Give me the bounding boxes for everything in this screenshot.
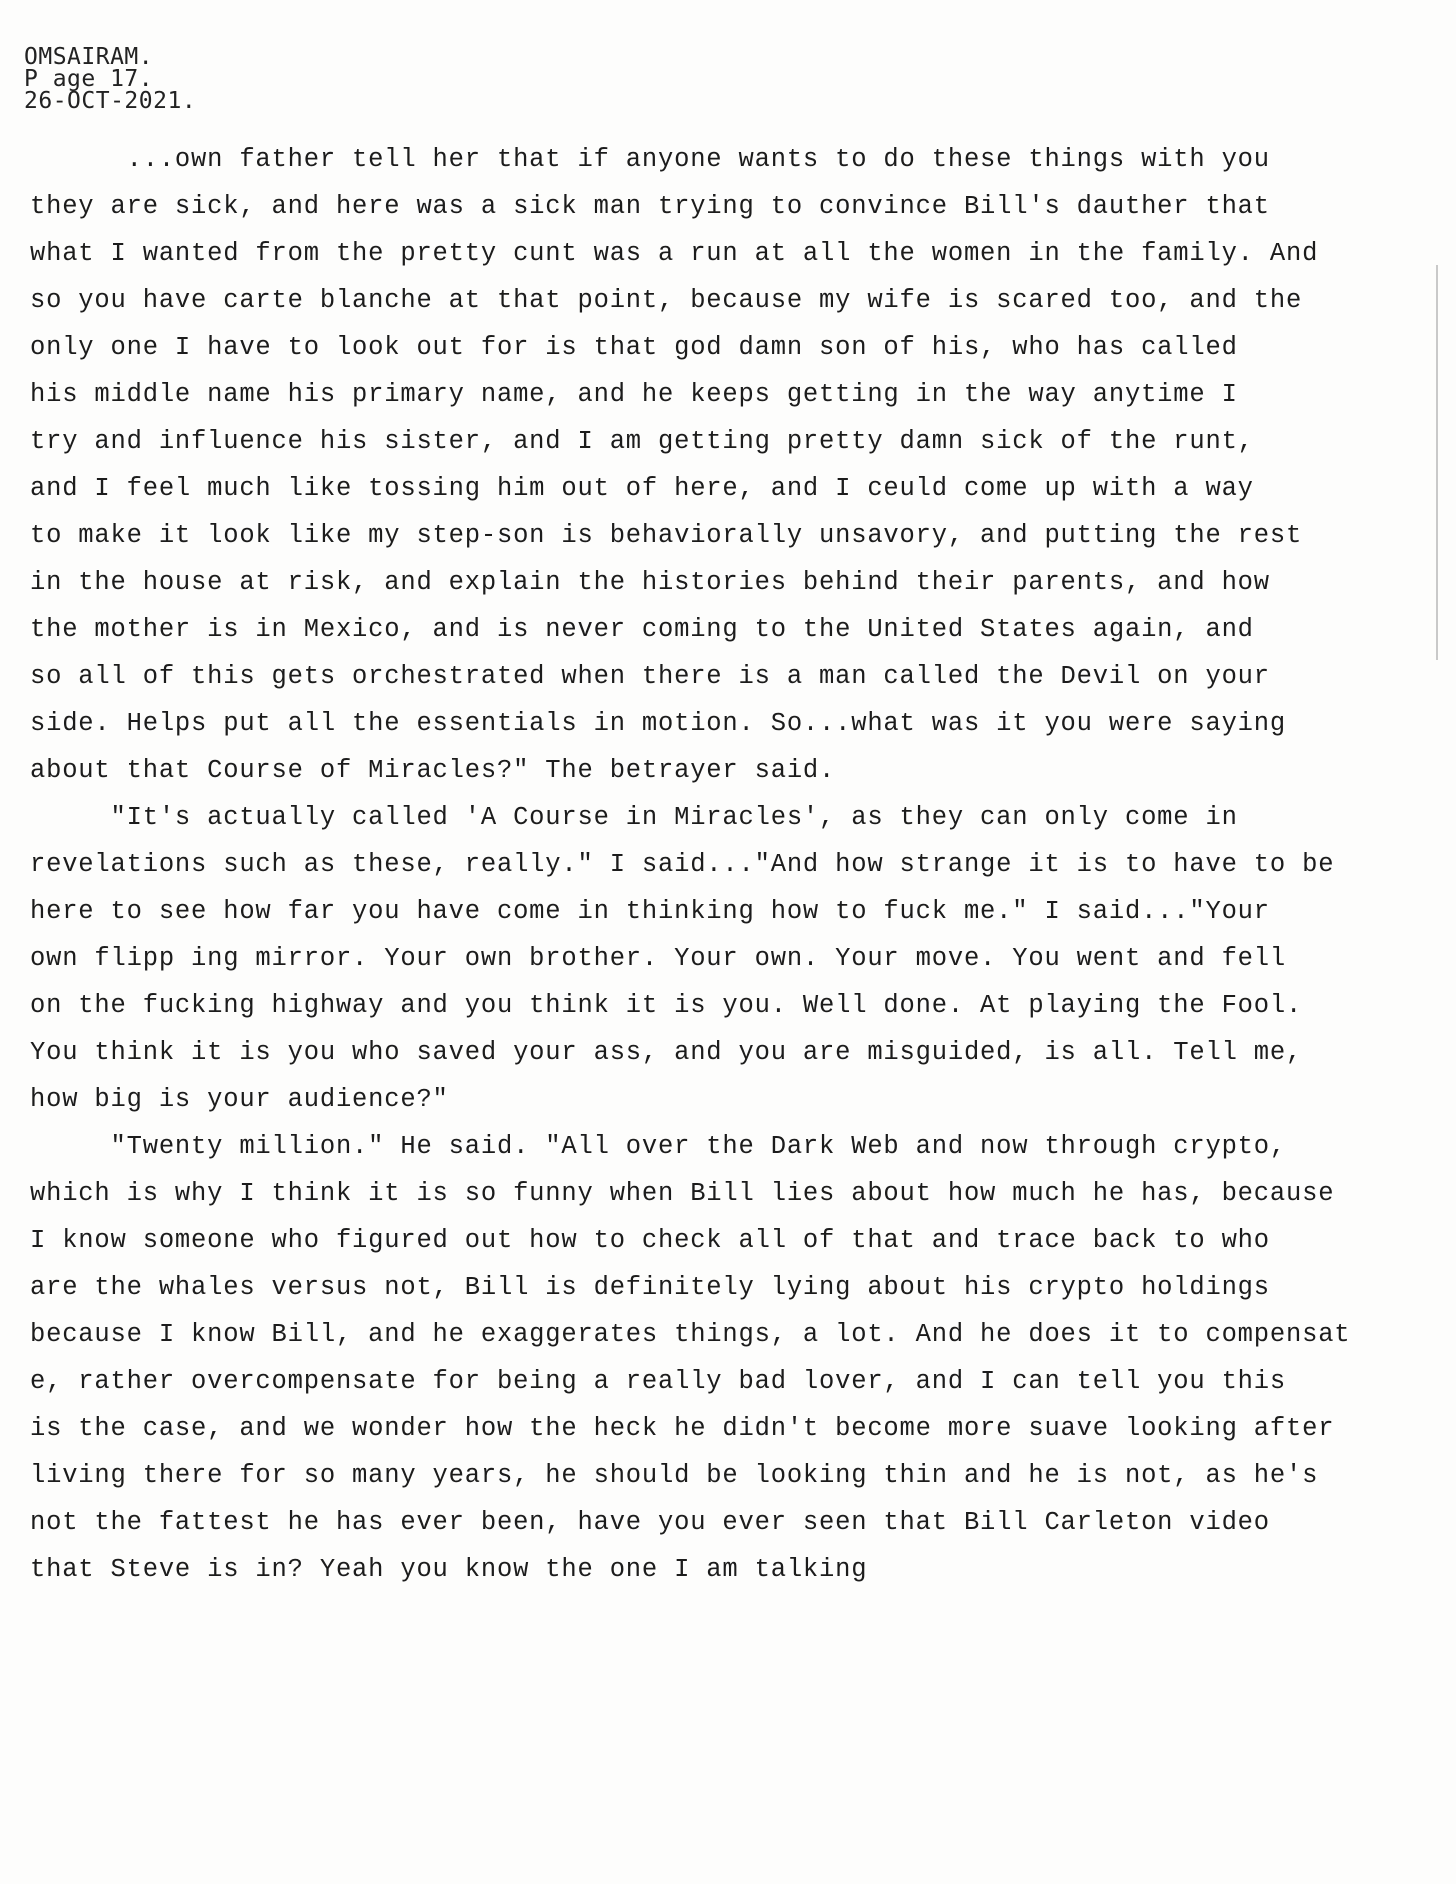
text-line: "Twenty million." He said. "All over the Dark Web and now through crypto, [30, 1132, 1286, 1161]
text-line: about that Course of Miracles?" The betrayer said. [30, 756, 836, 785]
text-line: side. Helps put all the essentials in motion. So...what was it you were saying [30, 709, 1286, 738]
text-line: are the whales versus not, Bill is definitely lying about his crypto holdings [30, 1273, 1270, 1302]
header-date: 26-OCT-2021. [24, 88, 197, 114]
text-line: "It's actually called 'A Course in Miracles', as they can only come in [30, 803, 1238, 832]
text-line: and I feel much like tossing him out of here, and I ceuld come up with a way [30, 474, 1254, 503]
text-line: to make it look like my step-son is behaviorally unsavory, and putting the rest [30, 521, 1303, 550]
header-title: OMSAIRAM. [24, 44, 154, 70]
text-line: which is why I think it is so funny when Bill lies about how much he has, because [30, 1179, 1335, 1208]
text-line: I know someone who figured out how to check all of that and trace back to who [30, 1226, 1270, 1255]
margin-mark [1436, 265, 1438, 660]
text-line: so all of this gets orchestrated when there is a man called the Devil on your [30, 662, 1270, 691]
text-line: the mother is in Mexico, and is never coming to the United States again, and [30, 615, 1254, 644]
text-line: try and influence his sister, and I am getting pretty damn sick of the runt, [30, 427, 1254, 456]
text-line: that Steve is in? Yeah you know the one I am talking [30, 1555, 868, 1584]
header-page-number: P age 17. [24, 66, 154, 92]
text-line: revelations such as these, really." I said..."And how strange it is to have to be [30, 850, 1335, 879]
text-line: they are sick, and here was a sick man trying to convince Bill's dauther that [30, 192, 1270, 221]
text-line: in the house at risk, and explain the histories behind their parents, and how [30, 568, 1270, 597]
text-line: ...own father tell her that if anyone wants to do these things with you [30, 145, 1270, 174]
text-line: on the fucking highway and you think it is you. Well done. At playing the Fool. [30, 991, 1303, 1020]
text-line: so you have carte blanche at that point, because my wife is scared too, and the [30, 286, 1303, 315]
text-line: e, rather overcompensate for being a really bad lover, and I can tell you this [30, 1367, 1286, 1396]
text-line: here to see how far you have come in thinking how to fuck me." I said..."Your [30, 897, 1270, 926]
text-line: not the fattest he has ever been, have you ever seen that Bill Carleton video [30, 1508, 1270, 1537]
text-line: what I wanted from the pretty cunt was a run at all the women in the family. And [30, 239, 1319, 268]
page-header [24, 46, 196, 112]
text-line: is the case, and we wonder how the heck he didn't become more suave looking after [30, 1414, 1335, 1443]
text-line: only one I have to look out for is that god damn son of his, who has called [30, 333, 1238, 362]
text-line: how big is your audience?" [30, 1085, 449, 1114]
text-line: own flipp ing mirror. Your own brother. Your own. Your move. You went and fell [30, 944, 1286, 973]
text-line: You think it is you who saved your ass, and you are misguided, is all. Tell me, [30, 1038, 1303, 1067]
text-line: living there for so many years, he should be looking thin and he is not, as he's [30, 1461, 1319, 1490]
text-line: because I know Bill, and he exaggerates things, a lot. And he does it to compensat [30, 1320, 1351, 1349]
text-line: his middle name his primary name, and he keeps getting in the way anytime I [30, 380, 1238, 409]
